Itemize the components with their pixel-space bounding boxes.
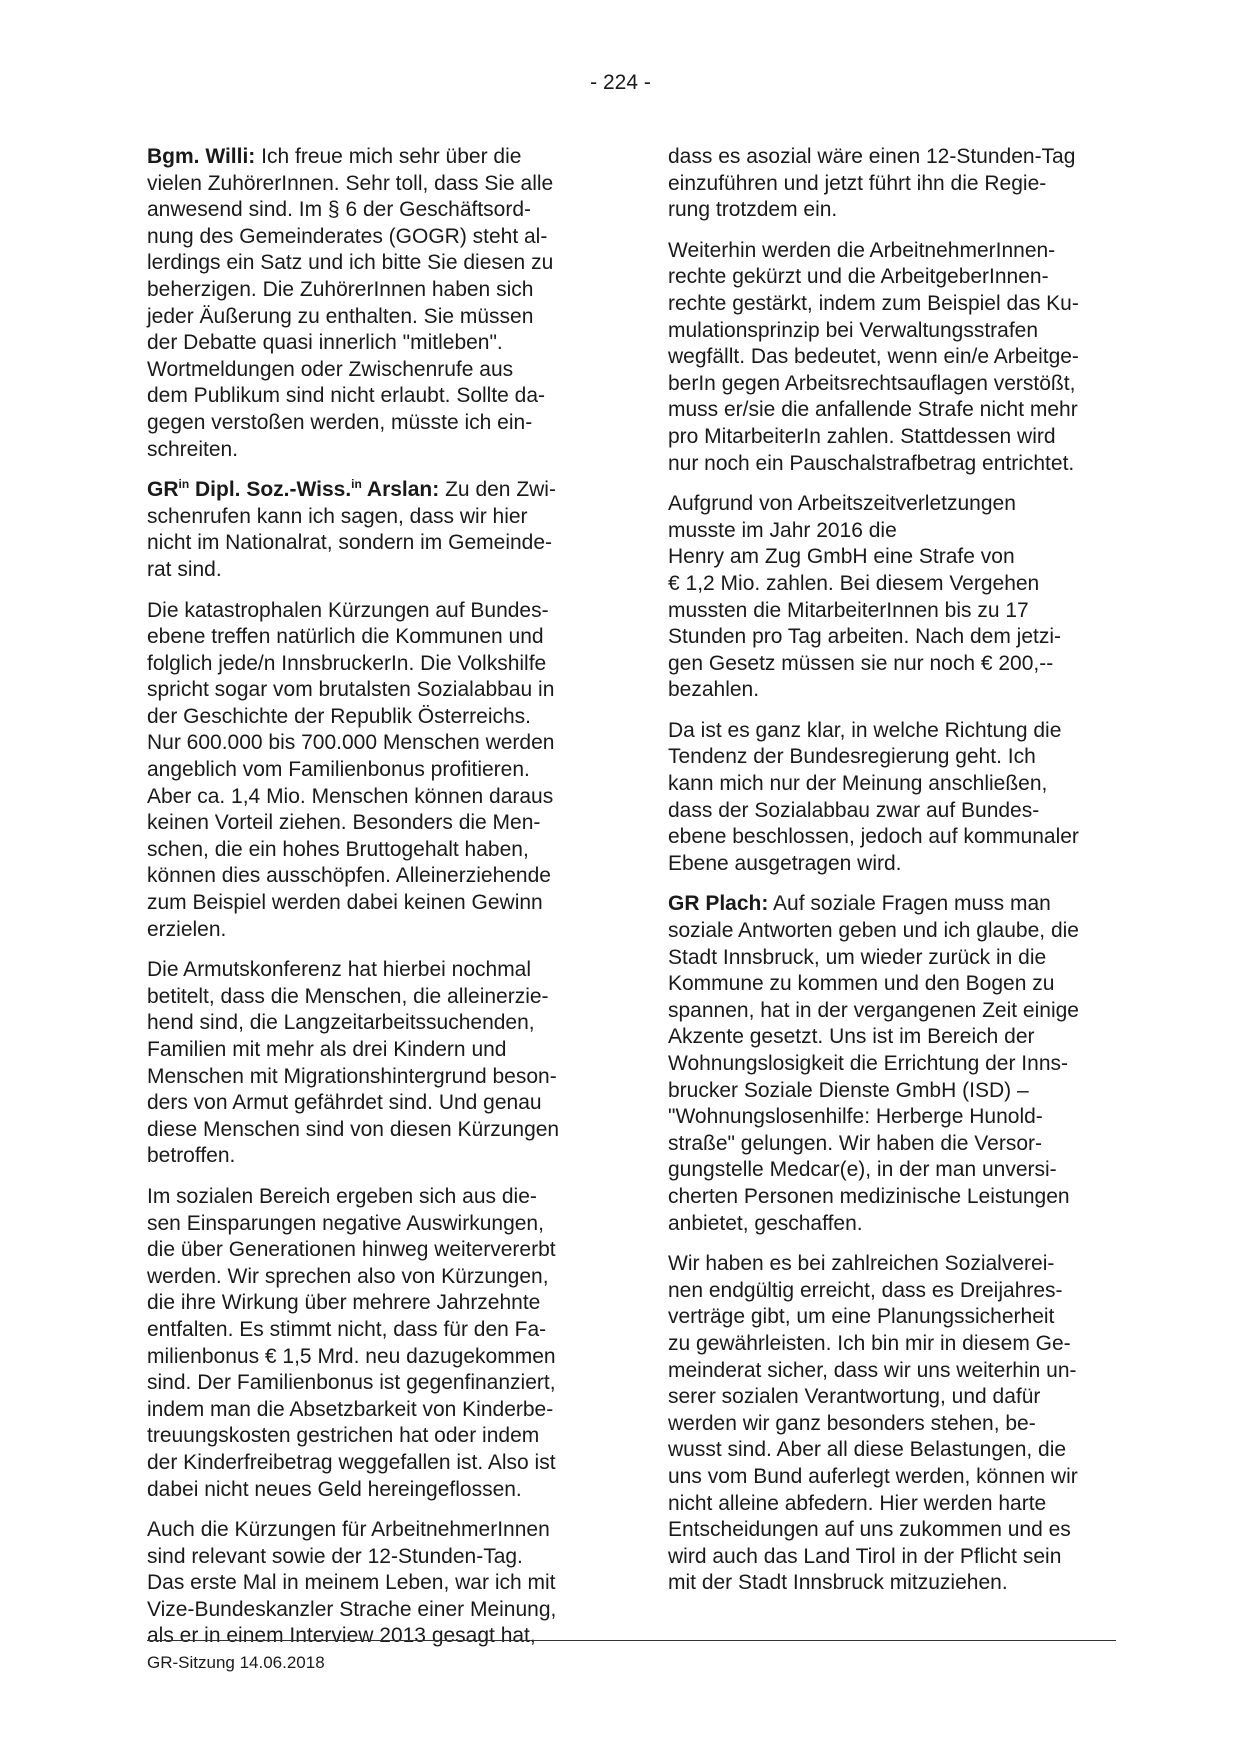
text-line: Stunden pro Tag arbeiten. Nach dem jetzi- [668, 625, 1062, 649]
text-line [147, 144, 595, 171]
text-line: ebene treffen natürlich die Kommunen und [147, 625, 544, 649]
speaker-name: GR Plach: [668, 892, 769, 916]
text-line: wusst sind. Aber all diese Belastungen, die [668, 1438, 1067, 1462]
text-line: die ihre Wirkung über mehrere Jahrzehnte [147, 1291, 541, 1315]
text-line: Nur 600.000 bis 700.000 Menschen werden [147, 731, 555, 755]
text-line: dabei nicht neues Geld hereingeflossen. [147, 1477, 522, 1501]
text-line: Wir haben es bei zahlreichen Sozialverei- [668, 1252, 1055, 1276]
text-line: Da ist es ganz klar, in welche Richtung die [668, 718, 1062, 742]
text-line: verträge gibt, um eine Planungssicherheit [668, 1305, 1055, 1329]
paragraph [147, 1517, 595, 1650]
text-line: wegfällt. Das bedeutet, wenn ein/e Arbeitge- [668, 345, 1079, 369]
text-line: Familien mit mehr als drei Kindern und [147, 1038, 507, 1061]
text-line: diese Menschen sind von diesen Kürzungen [147, 1117, 560, 1141]
text-line: gungstelle Medcar(e), in der man unversi- [668, 1158, 1057, 1182]
text-line: jeder Äußerung zu enthalten. Sie müssen [147, 304, 534, 328]
text-line: lerdings ein Satz und ich bitte Sie diesen zu [147, 251, 554, 275]
paragraph [147, 598, 595, 944]
text-line: dem Publikum sind nicht erlaubt. Sollte da- [147, 384, 546, 408]
text-line: Die katastrophalen Kürzungen auf Bundes- [147, 598, 549, 622]
text-line: entfalten. Es stimmt nicht, dass für den Fa- [147, 1317, 547, 1341]
speaker-name [147, 478, 439, 501]
text-line: erzielen. [147, 917, 227, 941]
text-line: Weiterhin werden die ArbeitnehmerInnen- [668, 238, 1056, 262]
text-line: mulationsprinzip bei Verwaltungsstrafen [668, 318, 1039, 342]
speaker-superscript: in [178, 477, 190, 492]
text-line: Vize-Bundeskanzler Strache einer Meinung, [147, 1597, 557, 1621]
text-line: rechte gestärkt, indem zum Beispiel das Ku- [668, 291, 1079, 315]
text-line: als er in einem Interview 2013 gesagt hat, [147, 1624, 536, 1648]
speaker-part: Arslan: [361, 478, 440, 502]
text-line: angeblich vom Familienbonus profitieren. [147, 758, 530, 782]
text-line: Die Armutskonferenz hat hierbei nochmal [147, 958, 532, 982]
text-line: Henry am Zug GmbH eine Strafe von [668, 545, 1015, 569]
text-line: Akzente gesetzt. Uns ist im Bereich der [668, 1025, 1035, 1049]
text-line: rat sind. [147, 557, 222, 581]
text-line: nicht im Nationalrat, sondern im Gemeinde- [147, 531, 553, 555]
text-line: Aber ca. 1,4 Mio. Menschen können daraus [147, 784, 554, 808]
text-fragment: Ich freue mich sehr über die [255, 145, 522, 168]
footer-session-date: GR-Sitzung 14.06.2018 [147, 1653, 325, 1672]
text-line: rechte gekürzt und die ArbeitgeberInnen- [668, 265, 1049, 289]
text-line: Auch die Kürzungen für ArbeitnehmerInnen [147, 1518, 550, 1542]
text-line: dass es asozial wäre einen 12-Stunden-Tag [668, 145, 1076, 168]
text-line: € 1,2 Mio. zahlen. Bei diesem Vergehen [668, 571, 1040, 595]
page-number: - 224 - [590, 71, 651, 94]
paragraph-plach [668, 891, 1116, 1237]
text-line: die über Generationen hinweg weitervererbt [147, 1238, 556, 1262]
text-line: serer sozialen Verantwortung, und dafür [668, 1385, 1041, 1409]
paragraph [147, 1184, 595, 1503]
text-line: milienbonus € 1,5 Mrd. neu dazugekommen [147, 1344, 556, 1368]
text-line: sind. Der Familienbonus ist gegenfinanziert, [147, 1371, 556, 1395]
paragraph-arslan [147, 477, 595, 583]
text-line: der Geschichte der Republik Österreichs. [147, 704, 531, 728]
text-line: Kommune zu kommen und den Bogen zu [668, 972, 1055, 996]
text-line: schenrufen kann ich sagen, dass wir hier [147, 504, 528, 528]
paragraph [668, 238, 1116, 477]
text-line: schreiten. [147, 437, 239, 461]
text-line: Wohnungslosigkeit die Errichtung der Inns- [668, 1052, 1068, 1075]
text-line: können dies ausschöpfen. Alleinerziehende [147, 864, 551, 888]
text-line: anbietet, geschaffen. [668, 1211, 863, 1235]
text-line: berIn gegen Arbeitsrechtsauflagen verstößt, [668, 371, 1076, 395]
text-line: cherten Personen medizinische Leistungen [668, 1184, 1070, 1208]
text-line: musste im Jahr 2016 die [668, 518, 897, 542]
text-line: nen endgültig erreicht, dass es Dreijahres- [668, 1278, 1063, 1302]
text-line: mussten die MitarbeiterInnen bis zu 17 [668, 598, 1029, 622]
text-line: vielen ZuhörerInnen. Sehr toll, dass Sie alle [147, 171, 554, 195]
text-line: werden. Wir sprechen also von Kürzungen, [147, 1264, 549, 1288]
speaker-superscript: in [351, 477, 362, 492]
text-line: Entscheidungen auf uns zukommen und es [668, 1518, 1071, 1542]
text-line: Ebene ausgetragen wird. [668, 851, 902, 875]
text-line: Stadt Innsbruck, um wieder zurück in die [668, 945, 1047, 969]
text-line: spricht sogar vom brutalsten Sozialabbau in [147, 678, 555, 702]
text-line: Im sozialen Bereich ergeben sich aus die- [147, 1184, 537, 1208]
text-line: rung trotzdem ein. [668, 198, 838, 222]
text-line: werden wir ganz besonders stehen, be- [668, 1411, 1036, 1435]
text-line [147, 477, 595, 504]
text-line: Das erste Mal in meinem Leben, war ich mit [147, 1571, 556, 1595]
text-line: nung des Gemeinderates (GOGR) steht al- [147, 224, 548, 248]
text-line: indem man die Absetzbarkeit von Kinderbe- [147, 1397, 554, 1421]
text-line: folglich jede/n InnsbruckerIn. Die Volkshilfe [147, 651, 547, 675]
text-fragment: Auf soziale Fragen muss man [768, 892, 1051, 916]
text-line: betroffen. [147, 1144, 236, 1168]
text-line: wird auch das Land Tirol in der Pflicht sein [668, 1544, 1062, 1568]
text-line: einzuführen und jetzt führt ihn die Regie- [668, 171, 1047, 195]
text-line: sen Einsparungen negative Auswirkungen, [147, 1211, 544, 1235]
text-line: der Kinderfreibetrag weggefallen ist. Also ist [147, 1450, 556, 1474]
text-line: nur noch ein Pauschalstrafbetrag entrichtet. [668, 451, 1075, 475]
text-line: sind relevant sowie der 12-Stunden-Tag. [147, 1544, 523, 1568]
text-line: der Debatte quasi innerlich "mitleben". [147, 331, 503, 355]
footer-divider [147, 1640, 1116, 1641]
text-line: Aufgrund von Arbeitszeitverletzungen [668, 492, 1016, 516]
text-line: hend sind, die Langzeitarbeitssuchenden, [147, 1011, 535, 1035]
text-line: betitelt, dass die Menschen, die alleinerzie- [147, 984, 549, 1008]
paragraph [147, 957, 595, 1170]
text-line: zu gewährleisten. Ich bin mir in diesem Ge- [668, 1331, 1071, 1355]
text-line: anwesend sind. Im § 6 der Geschäftsord- [147, 198, 532, 222]
paragraph-willi [147, 144, 595, 463]
paragraph [668, 144, 1116, 224]
text-line: meinderat sicher, dass wir uns weiterhin un- [668, 1358, 1077, 1382]
text-line: keinen Vorteil ziehen. Besonders die Men- [147, 811, 541, 835]
paragraph [668, 718, 1116, 878]
text-line: beherzigen. Die ZuhörerInnen haben sich [147, 277, 534, 301]
text-line: muss er/sie die anfallende Strafe nicht mehr [668, 398, 1078, 422]
text-line: zum Beispiel werden dabei keinen Gewinn [147, 891, 543, 915]
text-line: Menschen mit Migrationshintergrund beson- [147, 1064, 557, 1088]
text-line: bezahlen. [668, 678, 760, 702]
right-column [668, 144, 1116, 1611]
text-line: schen, die ein hohes Bruttogehalt haben, [147, 837, 529, 861]
text-line: soziale Antworten geben und ich glaube, die [668, 919, 1079, 943]
text-line: gegen verstoßen werden, müsste ich ein- [147, 410, 533, 434]
text-line: Tendenz der Bundesregierung geht. Ich [668, 745, 1036, 769]
text-line: uns vom Bund auferlegt werden, können wir [668, 1464, 1078, 1488]
text-line: kann mich nur der Meinung anschließen, [668, 772, 1048, 796]
left-column [147, 144, 595, 1664]
speaker-part: GR [147, 478, 179, 502]
text-line: ebene beschlossen, jedoch auf kommunaler [668, 825, 1079, 849]
text-line: straße" gelungen. Wir haben die Versor- [668, 1131, 1042, 1155]
speaker-part: Dipl. Soz.-Wiss. [189, 478, 352, 502]
paragraph [668, 1251, 1116, 1597]
speaker-name: Bgm. Willi: [147, 145, 256, 168]
text-line: treuungskosten gestrichen hat oder indem [147, 1424, 540, 1448]
text-line: gen Gesetz müssen sie nur noch € 200,-- [668, 651, 1054, 675]
text-line: pro MitarbeiterIn zahlen. Stattdessen wird [668, 424, 1056, 448]
text-line: mit der Stadt Innsbruck mitzuziehen. [668, 1571, 1008, 1595]
paragraph [668, 491, 1116, 704]
text-line: Wortmeldungen oder Zwischenrufe aus [147, 357, 514, 381]
text-line: brucker Soziale Dienste GmbH (ISD) – [668, 1078, 1029, 1102]
text-line: "Wohnungslosenhilfe: Herberge Hunold- [668, 1105, 1043, 1129]
text-line: nicht alleine abfedern. Hier werden harte [668, 1491, 1047, 1515]
text-fragment: Zu den Zwi- [439, 478, 556, 502]
text-line: dass der Sozialabbau zwar auf Bundes- [668, 798, 1040, 822]
text-line: ders von Armut gefährdet sind. Und genau [147, 1091, 542, 1115]
text-line: spannen, hat in der vergangenen Zeit einige [668, 998, 1079, 1022]
text-line [668, 891, 1116, 918]
